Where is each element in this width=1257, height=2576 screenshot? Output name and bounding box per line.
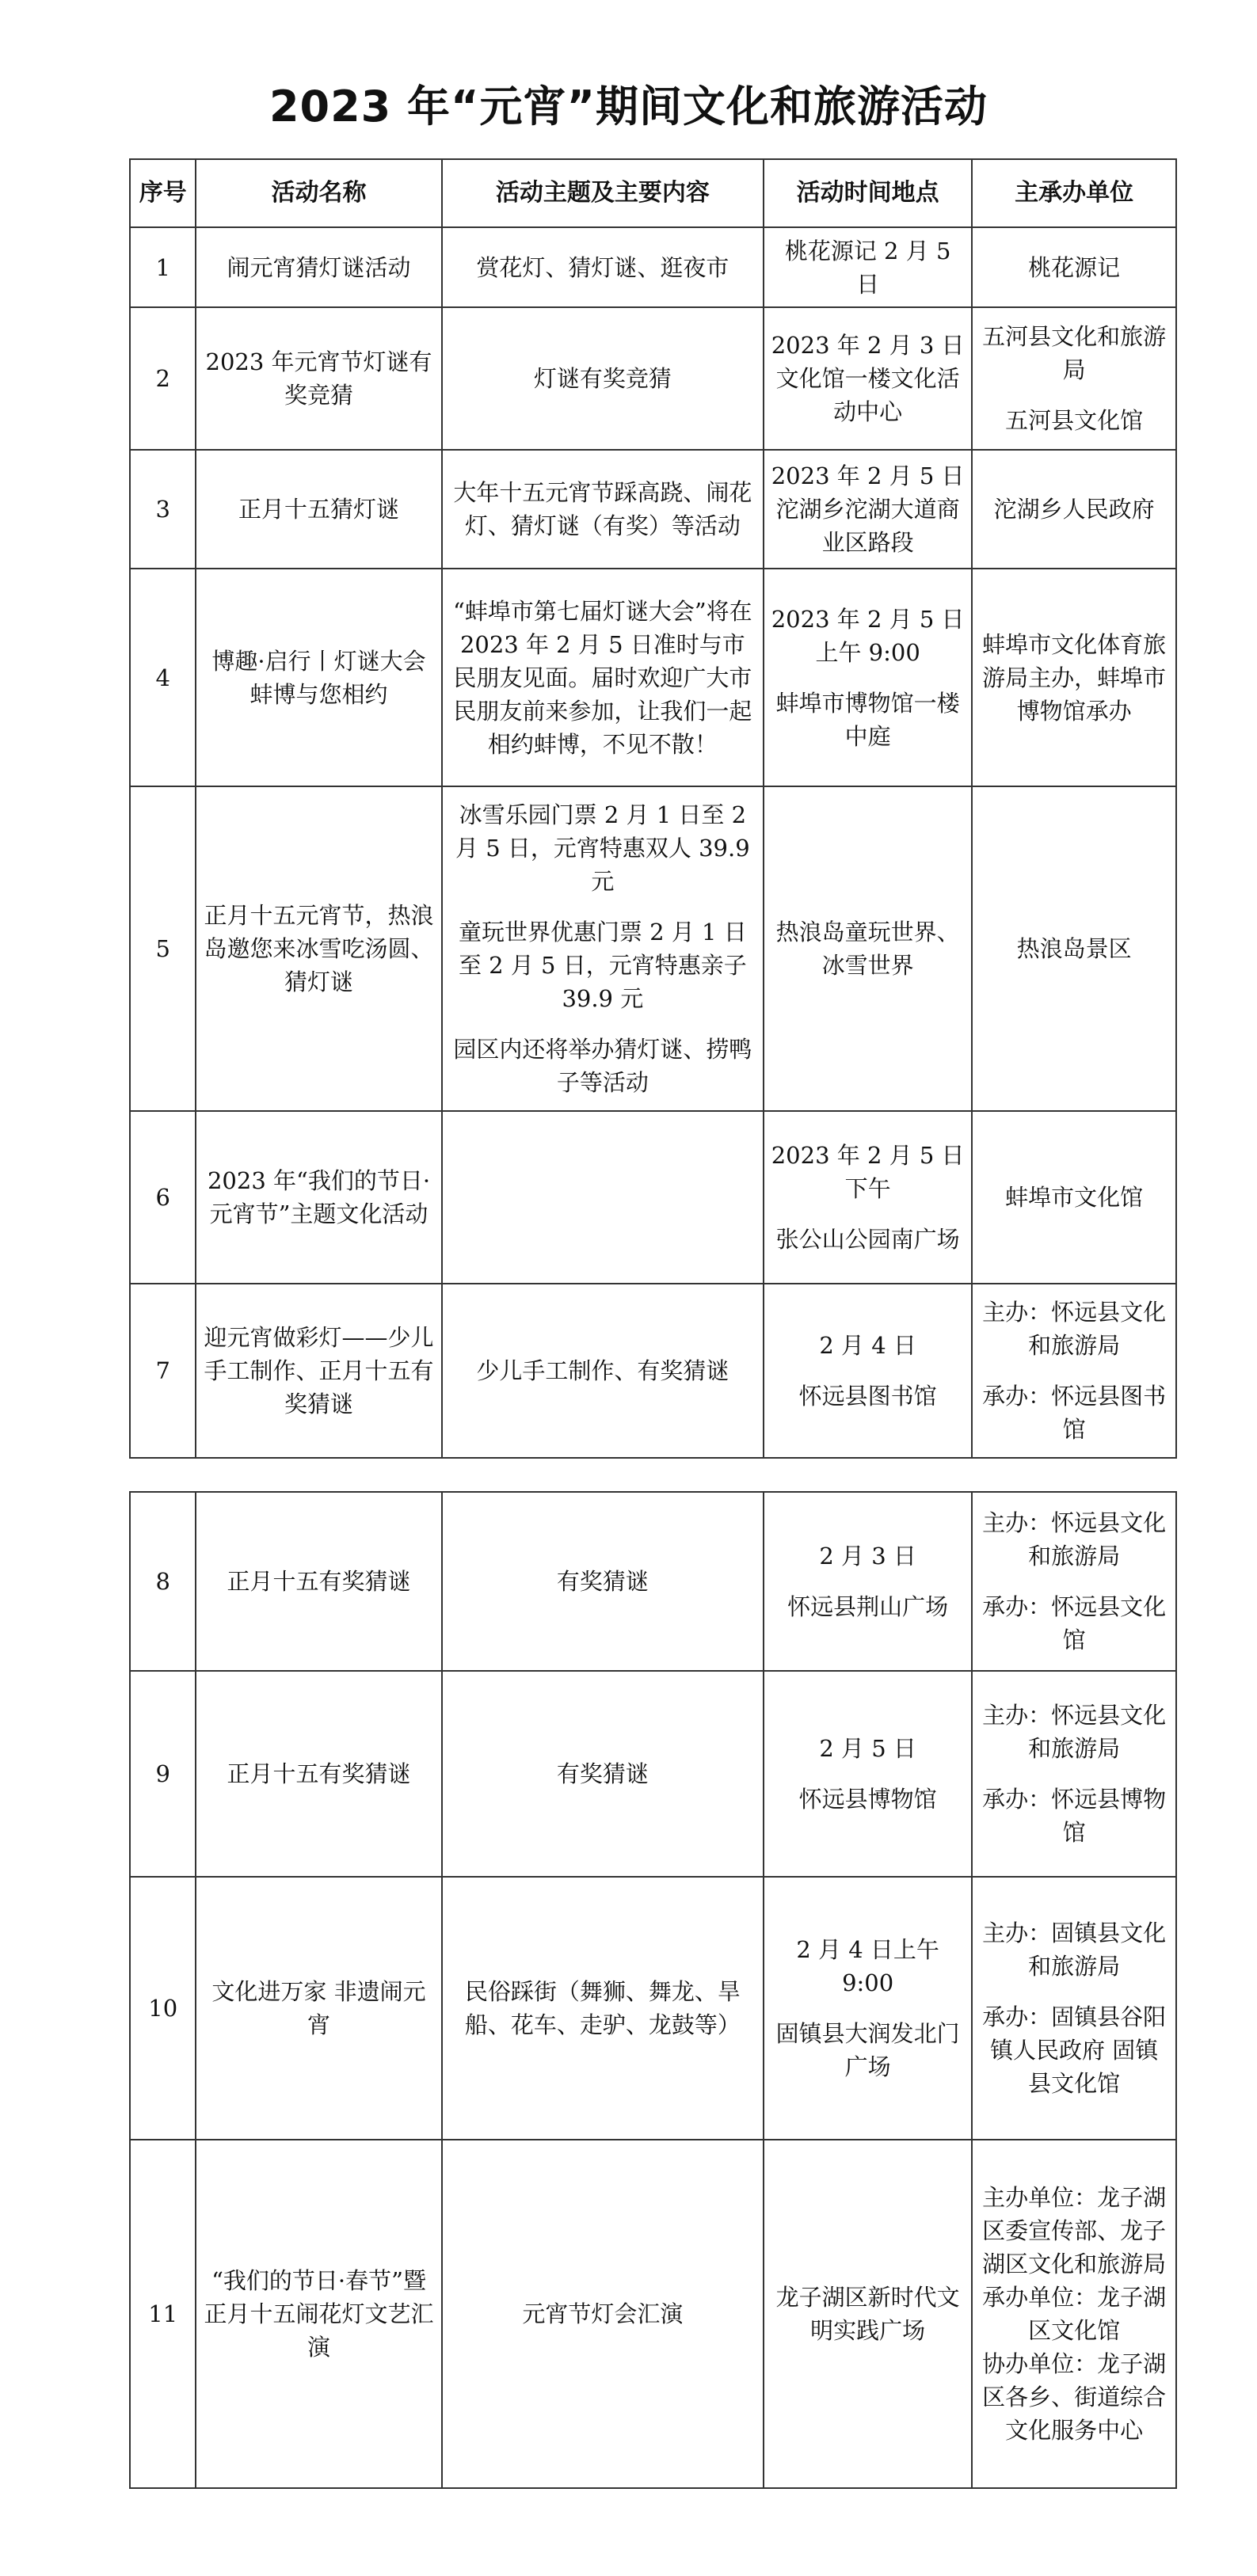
- cell-organizer-text: 五河县文化和旅游局: [982, 323, 1167, 383]
- cell-organizer-text: 蚌埠市文化馆: [1005, 1184, 1144, 1211]
- header-content: 活动主题及主要内容: [442, 159, 764, 227]
- cell-activity-content: [442, 1671, 764, 1877]
- cell-no: 2: [130, 307, 196, 450]
- cell-activity-content-text: 民俗踩街（舞狮、舞龙、旱船、花车、走驴、龙鼓等）: [464, 1978, 741, 2038]
- cell-activity-name: [196, 2140, 441, 2488]
- table-row: [130, 1492, 1176, 1671]
- cell-no: 4: [130, 569, 196, 786]
- cell-organizer: [972, 1671, 1176, 1877]
- table-row: [130, 307, 1176, 450]
- cell-activity-content: [442, 227, 764, 307]
- cell-time-place: [764, 786, 972, 1111]
- cell-time-place-text: 怀远县荆山广场: [787, 1593, 949, 1620]
- cell-activity-content: [442, 1284, 764, 1458]
- cell-activity-content-text: 园区内还将举办猜灯谜、捞鸭子等活动: [453, 1036, 752, 1096]
- table-row: [130, 2140, 1176, 2488]
- cell-organizer-text: 沱湖乡人民政府: [993, 496, 1155, 523]
- cell-organizer: [972, 1877, 1176, 2140]
- cell-organizer-text: 承办：怀远县文化馆: [982, 1593, 1167, 1653]
- cell-activity-name-text: 闹元宵猜灯谜活动: [227, 253, 411, 281]
- cell-organizer: [972, 1111, 1176, 1284]
- cell-activity-content: [442, 1877, 764, 2140]
- cell-activity-content-text: 冰雪乐园门票 2 月 1 日至 2 月 5 日，元宵特惠双人 39.9 元: [455, 801, 750, 895]
- cell-no: 3: [130, 450, 196, 569]
- cell-activity-name: [196, 1877, 441, 2140]
- cell-time-place-text: 桃花源记 2 月 5 日: [784, 237, 951, 298]
- cell-organizer: [972, 227, 1176, 307]
- table-row: [130, 786, 1176, 1111]
- cell-activity-content: [442, 1111, 764, 1284]
- cell-time-place-text: 2 月 4 日上午 9:00: [796, 1936, 939, 1996]
- cell-no: 8: [130, 1492, 196, 1671]
- cell-activity-name: [196, 1671, 441, 1877]
- table-row: [130, 1111, 1176, 1284]
- cell-activity-content: [442, 1492, 764, 1671]
- cell-activity-name-text: 正月十五猜灯谜: [238, 496, 400, 523]
- cell-time-place: [764, 2140, 972, 2488]
- cell-organizer-text: 承办：固镇县谷阳镇人民政府 固镇县文化馆: [982, 2003, 1167, 2097]
- table-row: [130, 1671, 1176, 1877]
- cell-activity-content: [442, 307, 764, 450]
- activities-table-part-1: [129, 158, 1177, 1459]
- cell-time-place-text: 2023 年 2 月 5 日沱湖乡沱湖大道商业区路段: [771, 462, 965, 556]
- cell-time-place-text: 张公山公园南广场: [775, 1226, 960, 1253]
- cell-organizer-text: 主办：怀远县文化和旅游局: [982, 1299, 1167, 1359]
- cell-organizer-text: 协办单位：龙子湖区各乡、街道综合文化服务中心: [982, 2350, 1167, 2444]
- cell-activity-content-text: 有奖猜谜: [556, 1760, 649, 1787]
- cell-activity-content-text: 大年十五元宵节踩高跷、闹花灯、猜灯谜（有奖）等活动: [453, 479, 752, 539]
- cell-activity-name: [196, 786, 441, 1111]
- cell-time-place-text: 热浪岛童玩世界、冰雪世界: [775, 919, 960, 979]
- cell-activity-name: [196, 569, 441, 786]
- cell-activity-name: [196, 1284, 441, 1458]
- page-title: 2023 年“元宵”期间文化和旅游活动: [269, 82, 988, 131]
- cell-activity-content: [442, 2140, 764, 2488]
- cell-activity-content-text: 有奖猜谜: [556, 1568, 649, 1595]
- cell-time-place-text: 龙子湖区新时代文明实践广场: [775, 2284, 960, 2344]
- cell-time-place: [764, 227, 972, 307]
- cell-organizer-text: 主办：固镇县文化和旅游局: [982, 1920, 1167, 1980]
- cell-organizer: [972, 786, 1176, 1111]
- header-row: [130, 159, 1176, 227]
- cell-activity-content-text: “蚌埠市第七届灯谜大会”将在 2023 年 2 月 5 日准时与市民朋友见面。届时欢迎广大市民朋友前来参加，让我们一起相约蚌博，不见不散！: [453, 597, 752, 758]
- table-row: [130, 569, 1176, 786]
- cell-activity-content-text: 灯谜有奖竞猜: [533, 365, 672, 392]
- table-row: [130, 1284, 1176, 1458]
- cell-time-place-text: 2 月 3 日: [819, 1543, 916, 1570]
- cell-activity-name-text: 迎元宵做彩灯——少儿手工制作、正月十五有奖猜谜: [204, 1324, 434, 1417]
- cell-time-place-text: 2023 年 2 月 5 日上午 9:00: [771, 605, 965, 666]
- cell-activity-content: [442, 786, 764, 1111]
- cell-activity-name-text: 正月十五有奖猜谜: [227, 1568, 411, 1595]
- cell-organizer: [972, 569, 1176, 786]
- cell-organizer-text: 五河县文化馆: [1005, 407, 1144, 434]
- cell-time-place-text: 2023 年 2 月 3 日文化馆一楼文化活动中心: [771, 332, 965, 425]
- cell-activity-name: [196, 227, 441, 307]
- activities-table-part-2: [129, 1491, 1177, 2489]
- cell-time-place-text: 2 月 4 日: [819, 1332, 916, 1359]
- cell-organizer-text: 主办单位：龙子湖区委宣传部、龙子湖区文化和旅游局: [982, 2184, 1167, 2277]
- cell-activity-content-text: 赏花灯、猜灯谜、逛夜市: [476, 253, 729, 281]
- cell-time-place: [764, 1877, 972, 2140]
- cell-time-place: [764, 1492, 972, 1671]
- header-organizer: 主承办单位: [972, 159, 1176, 227]
- cell-activity-name: [196, 1111, 441, 1284]
- cell-activity-content-text: 元宵节灯会汇演: [522, 2300, 684, 2327]
- cell-no: 11: [130, 2140, 196, 2488]
- cell-activity-name-text: 文化进万家 非遗闹元宵: [211, 1978, 426, 2038]
- cell-no: 10: [130, 1877, 196, 2140]
- cell-organizer-text: 桃花源记: [1028, 253, 1121, 281]
- cell-time-place-text: 蚌埠市博物馆一楼中庭: [775, 689, 960, 750]
- cell-activity-content-text: 少儿手工制作、有奖猜谜: [476, 1357, 729, 1384]
- table-row: [130, 1877, 1176, 2140]
- cell-time-place-text: 怀远县博物馆: [798, 1786, 937, 1813]
- cell-no: 5: [130, 786, 196, 1111]
- cell-organizer-text: 承办单位：龙子湖区文化馆: [982, 2284, 1167, 2344]
- cell-time-place-text: 2023 年 2 月 5 日下午: [771, 1142, 965, 1202]
- cell-activity-name: [196, 307, 441, 450]
- cell-activity-content: [442, 450, 764, 569]
- cell-activity-name: [196, 450, 441, 569]
- header-no: 序号: [130, 159, 196, 227]
- cell-time-place: [764, 307, 972, 450]
- cell-time-place-text: 2 月 5 日: [819, 1735, 916, 1762]
- cell-activity-name-text: 2023 年“我们的节日·元宵节”主题文化活动: [207, 1167, 431, 1227]
- cell-activity-name-text: 正月十五元宵节，热浪岛邀您来冰雪吃汤圆、猜灯谜: [204, 902, 434, 995]
- cell-activity-name-text: 博趣·启行丨灯谜大会 蚌博与您相约: [211, 647, 426, 708]
- cell-organizer-text: 承办：怀远县图书馆: [982, 1383, 1167, 1443]
- cell-organizer: [972, 2140, 1176, 2488]
- cell-time-place-text: 固镇县大润发北门广场: [775, 2020, 960, 2080]
- cell-organizer: [972, 1284, 1176, 1458]
- cell-no: 9: [130, 1671, 196, 1877]
- cell-time-place: [764, 1671, 972, 1877]
- cell-time-place-text: 怀远县图书馆: [798, 1383, 937, 1410]
- cell-activity-content-text: 童玩世界优惠门票 2 月 1 日至 2 月 5 日，元宵特惠亲子 39.9 元: [458, 919, 747, 1012]
- cell-activity-name-text: 正月十五有奖猜谜: [227, 1760, 411, 1787]
- cell-organizer: [972, 307, 1176, 450]
- cell-activity-content: [442, 569, 764, 786]
- cell-no: 1: [130, 227, 196, 307]
- cell-organizer: [972, 450, 1176, 569]
- header-time-place: 活动时间地点: [764, 159, 972, 227]
- cell-organizer-text: 热浪岛景区: [1016, 935, 1132, 962]
- table-row: [130, 227, 1176, 307]
- cell-organizer-text: 主办：怀远县文化和旅游局: [982, 1702, 1167, 1762]
- cell-activity-name-text: “我们的节日·春节”暨正月十五闹花灯文艺汇演: [204, 2267, 434, 2361]
- header-name: 活动名称: [196, 159, 441, 227]
- cell-time-place: [764, 569, 972, 786]
- cell-time-place: [764, 1111, 972, 1284]
- cell-no: 7: [130, 1284, 196, 1458]
- cell-organizer-text: 承办：怀远县博物馆: [982, 1786, 1167, 1846]
- cell-activity-name-text: 2023 年元宵节灯谜有奖竞猜: [205, 348, 432, 409]
- cell-time-place: [764, 1284, 972, 1458]
- cell-activity-name: [196, 1492, 441, 1671]
- cell-organizer: [972, 1492, 1176, 1671]
- cell-organizer-text: 蚌埠市文化体育旅游局主办，蚌埠市博物馆承办: [982, 630, 1167, 725]
- cell-time-place: [764, 450, 972, 569]
- cell-no: 6: [130, 1111, 196, 1284]
- table-row: [130, 450, 1176, 569]
- cell-organizer-text: 主办：怀远县文化和旅游局: [982, 1509, 1167, 1570]
